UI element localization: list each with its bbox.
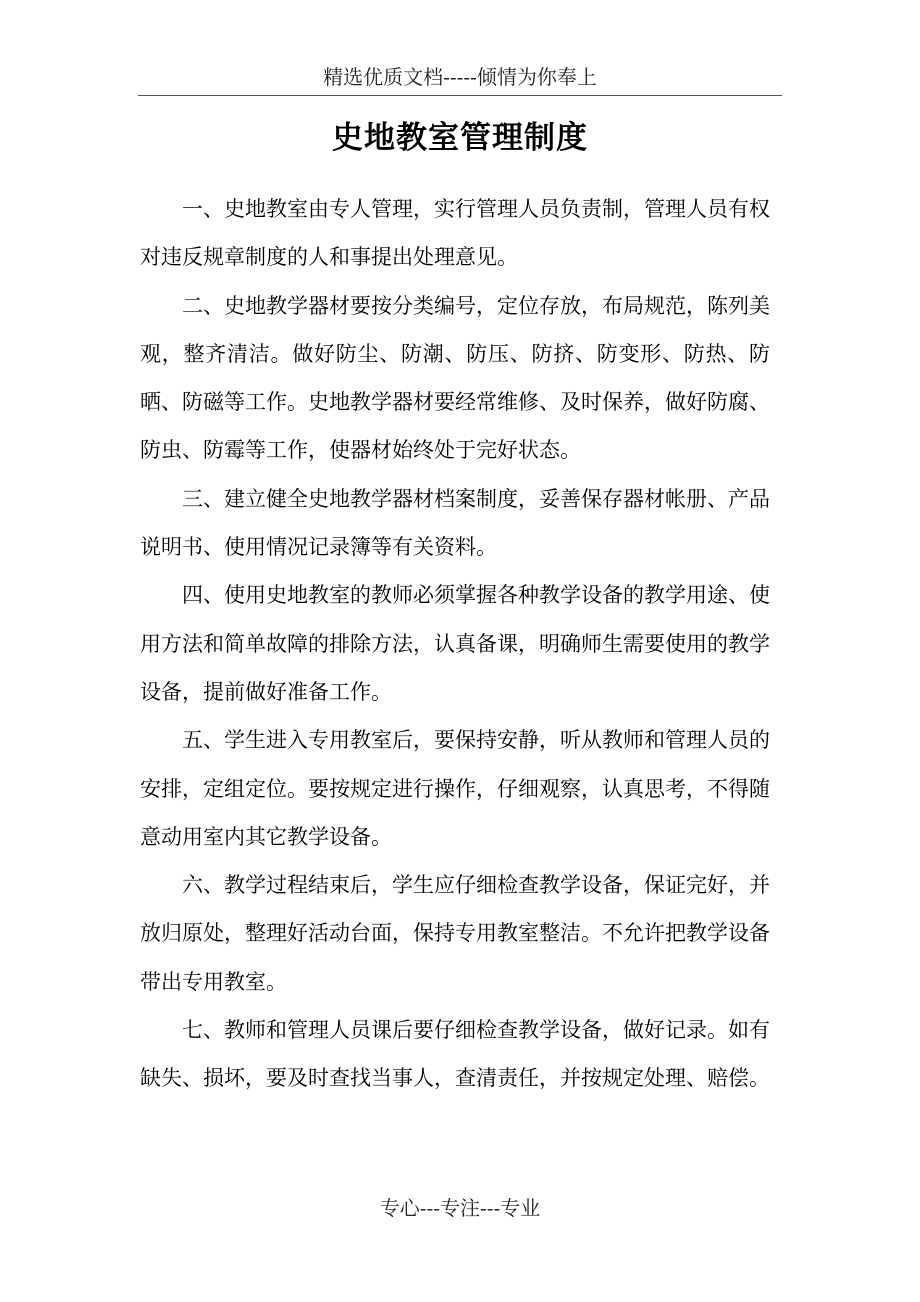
- paragraph-1: 一、史地教室由专人管理，实行管理人员负责制，管理人员有权对违反规章制度的人和事提出处理意见。: [140, 197, 770, 270]
- document-body: [140, 185, 770, 1103]
- paragraph-7: 七、教师和管理人员课后要仔细检查教学设备，做好记录。如有缺失、损坏，要及时查找当事人，查清责任，并按规定处理、赔偿。: [140, 1018, 770, 1091]
- paragraph-4: 四、使用史地教室的教师必须掌握各种教学设备的教学用途、使用方法和简单故障的排除方法，认真备课，明确师生需要使用的教学设备，提前做好准备工作。: [140, 583, 770, 704]
- document-title: 史地教室管理制度: [332, 120, 588, 156]
- paragraph-6: 六、教学过程结束后，学生应仔细检查教学设备，保证完好，并放归原处，整理好活动台面，保持专用教室整洁。不允许把教学设备带出专用教室。: [140, 873, 770, 994]
- paragraph-3: 三、建立健全史地教学器材档案制度，妥善保存器材帐册、产品说明书、使用情况记录簿等有关资料。: [140, 486, 770, 560]
- page-header: 精选优质文档-----倾情为你奉上: [323, 65, 597, 89]
- page-footer: 专心---专注---专业: [379, 1196, 541, 1220]
- header-divider: [138, 95, 782, 96]
- paragraph-5: 五、学生进入专用教室后，要保持安静，听从教师和管理人员的安排，定组定位。要按规定进行操作，仔细观察，认真思考，不得随意动用室内其它教学设备。: [140, 728, 770, 849]
- paragraph-2: 二、史地教学器材要按分类编号，定位存放，布局规范，陈列美观，整齐清洁。做好防尘、防潮、防压、防挤、防变形、防热、防晒、防磁等工作。史地教学器材要经常维修、及时保养，做好防腐、防虫、防霉等工作，使器材始终处于完好状态。: [140, 293, 770, 463]
